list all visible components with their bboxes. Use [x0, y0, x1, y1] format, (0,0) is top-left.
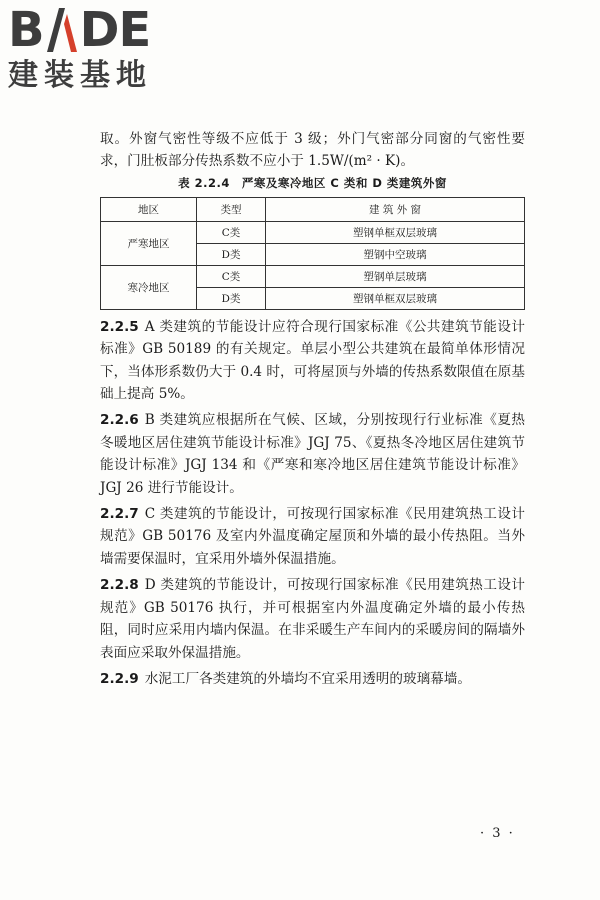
section-text: C 类建筑的节能设计，可按现行国家标准《民用建筑热工设计规范》GB 50176 及室内外温度确定屋顶和外墙的最小传热阻。当外墙需要保温时，宜采用外墙外保温措施。 — [100, 506, 525, 567]
logo-letters-de: DE — [79, 2, 151, 58]
window-cell: 塑钢单框双层玻璃 — [266, 221, 525, 243]
section-number: 2.2.6 — [100, 412, 139, 429]
section-number: 2.2.5 — [100, 318, 139, 335]
table-row — [101, 221, 525, 243]
section-2-2-5 — [100, 316, 525, 406]
section-2-2-7 — [100, 503, 525, 570]
section-2-2-8 — [100, 574, 525, 664]
table-caption: 表 2.2.4 严寒及寒冷地区 C 类和 D 类建筑外窗 — [178, 175, 447, 190]
header-window: 建 筑 外 窗 — [266, 197, 525, 221]
region-cell: 严寒地区 — [101, 221, 197, 265]
window-cell: 塑钢单层玻璃 — [266, 265, 525, 287]
logo-a-shape — [45, 8, 79, 52]
logo-letter-a — [45, 8, 79, 52]
table-header-row — [101, 197, 525, 221]
logo-wordmark — [8, 2, 178, 58]
header-region: 地区 — [101, 197, 197, 221]
document-body — [100, 128, 525, 690]
section-2-2-9 — [100, 668, 525, 690]
section-text: 水泥工厂各类建筑的外墙均不宜采用透明的玻璃幕墙。 — [144, 670, 471, 687]
window-cell: 塑钢中空玻璃 — [266, 243, 525, 265]
logo-chinese: 建装基地 — [8, 58, 152, 93]
section-text: A 类建筑的节能设计应符合现行国家标准《公共建筑节能设计标准》GB 50189 的有关规定。单层小型公共建筑在最简单体形情况下，当体形系数仍大于 0.4 时，可将屋顶与外墙的传热系数限值在原基础上提高 5%。 — [100, 318, 525, 403]
logo-letter-b: B — [8, 2, 44, 58]
type-cell: C类 — [197, 221, 266, 243]
header-type: 类型 — [197, 197, 266, 221]
section-text: D 类建筑的节能设计，可按现行国家标准《民用建筑热工设计规范》GB 50176 执行，并可根据室内外温度确定外墙的最小传热阻，同时应采用内墙内保温。在非采暖生产车间内的采暖房间的隔墙外表面应采取外保温措施。 — [100, 577, 525, 661]
section-number: 2.2.7 — [100, 506, 139, 523]
type-cell: D类 — [197, 243, 266, 265]
section-number: 2.2.8 — [100, 577, 139, 594]
type-cell: D类 — [197, 287, 266, 309]
section-number: 2.2.9 — [100, 670, 139, 687]
intro-paragraph: 取。外窗气密性等级不应低于 3 级；外门气密部分同窗的气密性要求，门肚板部分传热系数不应小于 1.5W/(m² · K)。 — [100, 131, 525, 170]
window-table — [100, 197, 525, 310]
window-cell: 塑钢单框双层玻璃 — [266, 287, 525, 309]
page-number: · 3 · — [480, 826, 515, 841]
type-cell: C类 — [197, 265, 266, 287]
section-2-2-6 — [100, 409, 525, 499]
region-cell: 寒冷地区 — [101, 265, 197, 309]
section-text: B 类建筑应根据所在气候、区域，分别按现行行业标准《夏热冬暖地区居住建筑节能设计标准》JGJ 75、《夏热冬冷地区居住建筑节能设计标准》JGJ 134 和《严寒和寒冷地区居住建筑节能设计标准》JGJ 26 进行节能设计。 — [100, 412, 525, 496]
table-row — [101, 265, 525, 287]
brand-logo — [8, 4, 178, 94]
